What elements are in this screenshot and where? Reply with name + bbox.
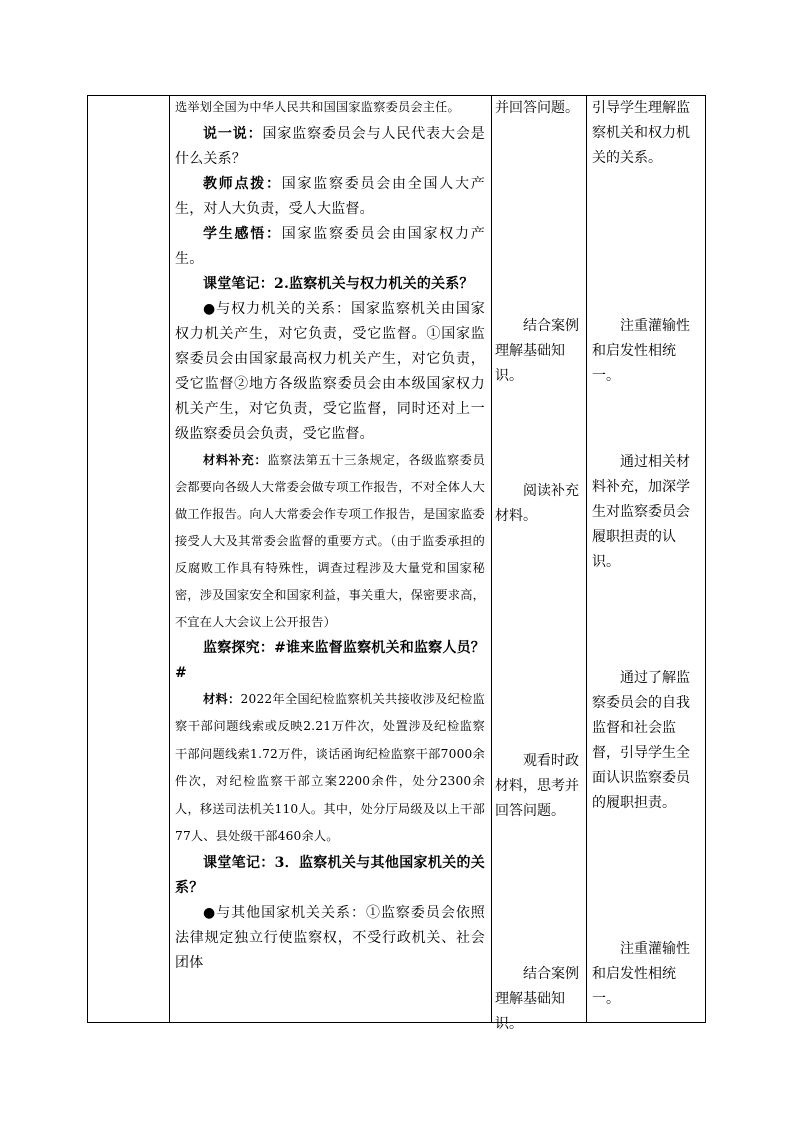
- teacher-guide-label: 教师点拨：: [203, 175, 282, 192]
- discussion-text: 国家监察委员会与人民代表大会是什么关系？: [175, 125, 485, 167]
- discussion-paragraph: [175, 122, 485, 172]
- activity-text: 阅读补充材料。: [495, 483, 579, 524]
- supplement-label: 材料补充：: [203, 452, 268, 467]
- design-intent-cell: [586, 96, 707, 1022]
- class-note-heading: 课堂笔记：3．监察机关与其他国家机关的关系？: [175, 854, 485, 896]
- student-reflection-text: 国家监察委员会由国家权力产生。: [175, 225, 485, 267]
- inquiry-heading: 监察探究：#谁来监督监察机关和监察人员？#: [175, 639, 485, 681]
- activity-text: 观看时政材料，思考并回答问题。: [495, 753, 579, 819]
- intent-text: 通过相关材料补充，加深学生对监察委员会履职担责的认识。: [592, 454, 690, 570]
- student-reflection-paragraph: [175, 222, 485, 272]
- lesson-table: [87, 95, 706, 1032]
- discussion-label: 说一说：: [203, 125, 263, 142]
- material-label: 材料：: [203, 691, 241, 706]
- intent-text: 引导学生理解监察机关和权力机关的关系。: [592, 100, 690, 166]
- teaching-content-cell: [169, 96, 491, 976]
- teacher-guide-paragraph: [175, 172, 485, 222]
- teacher-guide-text: 国家监察委员会由全国人大产生，对人大负责，受人大监督。: [175, 175, 485, 217]
- supplement-text: 监察法第五十三条规定，各级监察委员会都要向各级人大常委会做专项工作报告，不对全体人大做工作报告。向人大常委会作专项工作报告，是国家监委接受人大及其常委会监督的重要方式。（由于监委承担的反腐败工作具有特殊性，调查过程涉及大量党和国家秘密，涉及国家安全和国家利益，事关重大，保密要求高，不宜在人大会议上公开报告）: [175, 452, 486, 629]
- material-text: 2022年全国纪检监察机关共接收涉及纪检监察干部问题线索或反映2.21万件次，处置涉及纪检监察干部问题线索1.72万件，谈话函询纪检监察干部7000余件次，对纪检监察干部立案2200余件，处分2300余人，移送司法机关110人。其中，处分厅局级及以上干部77人、县处级干部460余人。: [175, 691, 485, 843]
- intent-text: 注重灌输性和启发性相统一。: [592, 318, 690, 384]
- material-paragraph: [175, 686, 485, 851]
- knowledge-paragraph: ●与权力机关的关系：国家监察机关由国家权力机关产生，对它负责，受它监督。①国家监察委员会由国家最高权力机关产生，对它负责，受它监督②地方各级监察委员会由本级国家权力机关产生，对它负责，受它监督，同时还对上一级监察委员会负责，受它监督。: [175, 300, 485, 442]
- supplement-paragraph: [175, 447, 485, 636]
- student-activity-cell: [491, 96, 586, 1032]
- class-note-heading: 课堂笔记：2.监察机关与权力机关的关系？: [203, 275, 474, 292]
- intent-text: 注重灌输性和启发性相统一。: [592, 941, 690, 1007]
- intent-text: 通过了解监察委员会的自我监督和社会监督，引导学生全面认识监察委员的履职担责。: [592, 670, 690, 811]
- knowledge-paragraph: ●与其他国家机关关系：①监察委员会依照法律规定独立行使监察权，不受行政机关、社会团体: [175, 904, 485, 971]
- activity-text: 结合案例理解基础知识。: [495, 318, 579, 384]
- activity-text: 并回答问题。: [495, 100, 579, 116]
- content-paragraph: 选举划全国为中华人民共和国国家监察委员会主任。: [175, 100, 460, 114]
- student-reflection-label: 学生感悟：: [203, 225, 282, 242]
- activity-text: 结合案例理解基础知识。: [495, 966, 579, 1032]
